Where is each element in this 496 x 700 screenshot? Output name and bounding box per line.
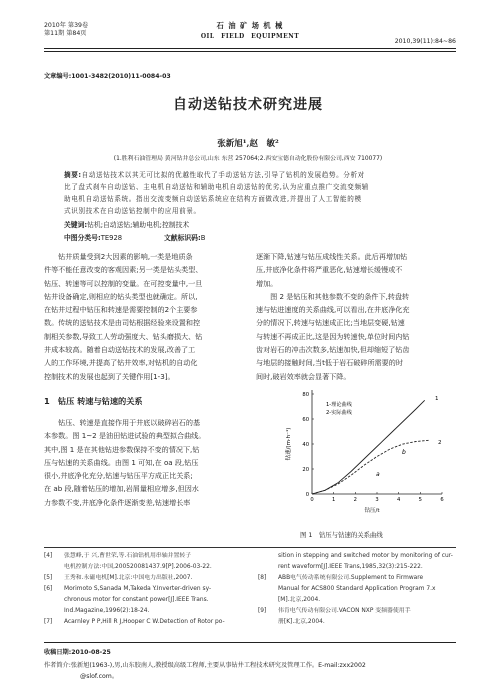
reference-item — [258, 573, 458, 584]
text-line: 与地层的接触时间,当t低于岩石破碎所需要的时 — [256, 358, 403, 368]
paper-title: 自动送钻技术研究进展 — [173, 97, 323, 113]
text-line: 本参数。图 1~2 是油田钻进试验的典型拟合曲线。 — [44, 431, 206, 441]
reference-item — [258, 606, 458, 617]
figure-caption: 图 1 钻压与钻速的关系曲线 — [300, 531, 383, 539]
reference-text: Manual for ACS800 Standard Application Program 7.x — [278, 586, 436, 592]
journal-name — [180, 21, 320, 40]
text-line: 在钻井过程中钻压和转速是需要控制的2个主要参 — [44, 305, 198, 315]
reference-number: [8] — [258, 575, 267, 581]
chart-ticks — [302, 392, 443, 503]
legend-entry-1: 1-理论曲线 — [326, 402, 352, 408]
x-tick-label: 3 — [375, 497, 379, 503]
legend-entry-2: 2-实际曲线 — [326, 410, 352, 416]
keywords-label: 关键词: — [64, 221, 88, 229]
point-label-a: a — [376, 471, 380, 478]
left-column-para-1 — [44, 250, 244, 383]
series-line-2 — [312, 440, 429, 494]
x-tick-label: 2 — [353, 497, 357, 503]
abstract-label: 摘要: — [64, 171, 82, 179]
y-tick-label: 60 — [302, 416, 309, 423]
x-tick-label: 5 — [418, 497, 422, 503]
text-line: 增加。 — [256, 278, 278, 288]
text-line: 间时,破岩效率就会显著下降。 — [256, 371, 351, 381]
references-left — [44, 551, 246, 628]
text-line: 人的工作环境,并提高了钻井效率,对钻机的自动化 — [44, 358, 198, 368]
reference-item — [44, 573, 246, 584]
abstract — [64, 169, 449, 217]
right-column-para — [256, 250, 456, 383]
doc-code-value: B — [200, 234, 206, 242]
y-axis-label: 钻速/(m·h⁻¹) — [286, 427, 292, 461]
author-info-cont: @slof.com。 — [80, 673, 119, 680]
reference-text: ABB电气传动系统有限公司.Supplement to Firmware — [278, 575, 424, 581]
classification — [64, 232, 122, 242]
reference-text: Ind.Magazine,1996(2):18-24. — [64, 608, 150, 614]
figure-1-chart — [280, 386, 456, 516]
y-tick-label: 80 — [302, 391, 309, 398]
text-line: 其中,图 1 是在其他钻进参数保持不变的情况下,钻 — [44, 444, 200, 454]
keywords — [64, 219, 189, 229]
text-line: 井成本较高。随着自动送钻技术的发展,改善了工 — [44, 345, 196, 355]
authors: 张新旭¹,赵 敏² — [217, 139, 279, 149]
text-line: 力参数不变,井底净化条件逐渐变差,钻速增长率 — [44, 497, 191, 507]
abstract-line: 比了盘式刹车自动送钻、主电机自动送钻和辅助电机自动送钻的优劣,认为应重点推广交流变频辅 — [64, 183, 369, 191]
y-tick-label: 20 — [302, 466, 309, 473]
received-date: 收稿日期:2010-08-25 — [44, 649, 111, 656]
reference-number: [5] — [44, 575, 53, 581]
issue-line-1: 2010年 第39卷 — [44, 22, 89, 29]
text-line: 在 ab 段,随着钻压的增加,岩屑量相应增多,但因水 — [44, 484, 199, 494]
text-line: 件等不能任意改变的客观因素;另一类是钻头类型、 — [44, 265, 203, 275]
section-heading-1: 1 钻压 转速与钻速的关系 — [44, 396, 143, 406]
page-range: 2010,39(11):84~86 — [394, 38, 456, 45]
text-line: 制相关参数,导致工人劳动强度大、钻头磨损大、钻 — [44, 331, 203, 341]
text-line: 钻井设备确定,则相应的钻头类型也就确定。所以, — [44, 291, 198, 301]
reference-number: [6] — [44, 586, 53, 592]
reference-text: 王秀和.永磁电机[M].北京:中国电力出版社,2007. — [64, 575, 193, 581]
references-right — [258, 551, 458, 628]
reference-text: 伟肯电气传动有限公司.VACON NXP 变频器使用手 — [278, 608, 411, 614]
point-label-b: b — [402, 449, 406, 456]
author-info: 作者简介:张新旭(1963-),男,山东胶南人,教授级高级工程师,主要从事钻井工程技术研究及管理工作。E-mail:zxx2002 — [44, 662, 366, 669]
doc-code — [164, 232, 205, 242]
text-line: 速与钻进速度的关系曲线,可以看出,在井底净化充 — [256, 305, 410, 315]
text-line: 图 2 是钻压和其他参数不变的条件下,转盘转 — [256, 291, 410, 301]
reference-text: Morimoto S,Sanada M,Takeda Y.Inverter-driven sy- — [64, 586, 212, 592]
x-tick-label: 6 — [440, 497, 444, 503]
reference-text: sition in stepping and switched motor by monitoring of cur- — [278, 553, 453, 559]
reference-number: [7] — [44, 619, 53, 625]
text-line: 数。传统的送钻技术是由司钻根据经验来设置和控 — [44, 318, 201, 328]
reference-item — [44, 584, 246, 595]
reference-text: chronous motor for constant power[J].IEEE Trans. — [64, 597, 209, 603]
reference-text: 张慧峰,于 兴,曹世荣,等.石油钻机用串轴并置转子 — [64, 553, 192, 559]
reference-text: Acarnley P P,Hill R J,Hooper C W.Detection of Rotor po- — [64, 619, 225, 625]
references-rule — [44, 547, 456, 548]
text-line: 压,井底净化条件将严重恶化,钻速增长缓慢或不 — [256, 265, 403, 275]
text-line: 钻压、转速是直接作用于井底以破碎岩石的基 — [44, 418, 201, 427]
article-id: 文章编号:1001-3482(2010)11-0084-03 — [44, 73, 171, 80]
journal-issue-info — [44, 22, 88, 38]
doc-code-label: 文献标识码: — [164, 234, 201, 242]
text-line: 与转速不再成正比,这是因为转速快,单位时间内钻 — [256, 331, 410, 341]
text-line: 钻压、转速等可以控制的变量。在可控变量中,一旦 — [44, 278, 203, 288]
y-tick-label: 0 — [305, 491, 309, 498]
x-tick-label: 4 — [397, 497, 401, 503]
journal-name-cn: 石 油 矿 场 机 械 — [216, 21, 284, 30]
reference-text: 电机控制方法:中国,200520081437.9[P].2006-03-22. — [64, 564, 212, 570]
affiliation: (1.胜利石油管理局 黄河钻井总公司,山东 东营 257064;2.西安宝德自动化股份有限公司,西安 710077) — [113, 156, 383, 162]
curve-label-2: 2 — [438, 440, 442, 446]
text-line: 齿对岩石的冲击次数多,钻速加快,但却缩短了钻齿 — [256, 345, 410, 355]
curve-label-1: 1 — [435, 396, 439, 402]
text-line: 钻井质量受到2大因素的影响,一类是地质条 — [44, 252, 193, 261]
reference-number: [4] — [44, 553, 53, 559]
reference-item — [44, 551, 246, 562]
x-tick-label: 0 — [310, 497, 314, 503]
keywords-text: 钻机;自动送钻;辅助电机;控制技术 — [87, 221, 190, 229]
issue-line-2: 第11期 第84页 — [44, 30, 87, 37]
journal-name-en: OIL FIELD EQUIPMENT — [200, 33, 300, 40]
text-line: 很小,井底净化充分,钻速与钻压平方成正比关系; — [44, 471, 193, 481]
classification-value: TE928 — [100, 234, 123, 242]
left-column-para-2 — [44, 416, 244, 509]
reference-text: [M].北京,2004. — [278, 597, 321, 603]
footer-rule — [44, 642, 456, 643]
classification-label: 中图分类号: — [64, 234, 101, 242]
text-line: 逐渐下降,钻速与钻压成线性关系。此后再增加钻 — [256, 252, 408, 261]
header-rule-top — [44, 48, 456, 49]
y-tick-label: 40 — [302, 441, 309, 448]
x-axis-label: 钻压/t — [364, 508, 380, 514]
abstract-line: 助电机自动送钻系统。指出交流变频自动送钻系统应在结构方面做改进,并提出了人工智能的模 — [64, 195, 362, 203]
text-line: 控制技术的发展也起到了关键作用[1-3]。 — [44, 371, 175, 381]
reference-text: rent waveform[J].IEEE Trans,1985,32(3):215-222. — [278, 564, 423, 570]
reference-number: [9] — [258, 608, 267, 614]
header-rule-bottom — [44, 51, 456, 52]
text-line: 分的情况下,转速与钻速成正比;当地层变硬,钻速 — [256, 318, 405, 328]
abstract-line: 式识别技术在自动送钻控制中的应用前景。 — [64, 207, 201, 215]
x-tick-label: 1 — [332, 497, 336, 503]
reference-text: 册[K].北京,2004. — [278, 619, 325, 625]
abstract-line: 自动送钻技术以其无可比拟的优越性取代了手动送钻方法,引导了钻机的发展趋势。分析对 — [81, 171, 365, 179]
text-line: 压与钻速的关系曲线。由图 1 可知,在 oa 段,钻压 — [44, 457, 199, 467]
reference-item — [44, 617, 246, 628]
